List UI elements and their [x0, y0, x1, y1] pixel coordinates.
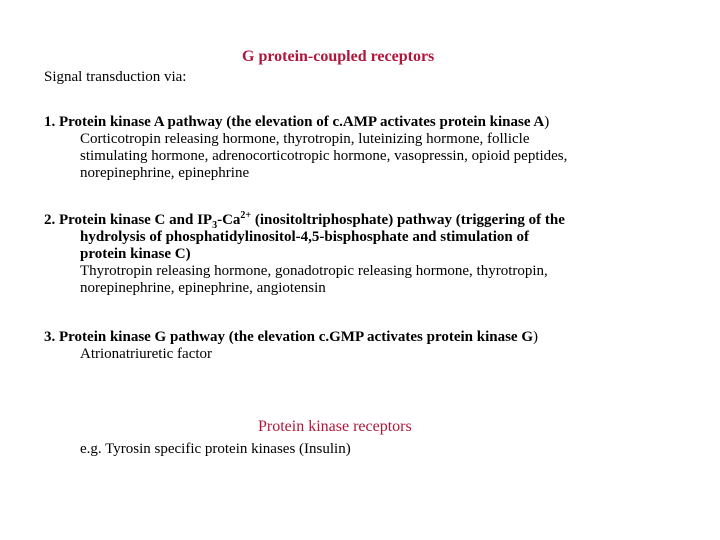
- pathway-2-number: 2.: [44, 212, 56, 228]
- pathway-1-hormones: [44, 131, 684, 182]
- pathway-2: [44, 212, 684, 297]
- pathway-1-close: ): [544, 114, 550, 130]
- pathway-2-superscript: 2+: [240, 210, 252, 221]
- pathway-2-title-c: (inositoltriphosphate) pathway (triggering of the: [251, 212, 565, 228]
- pathway-3: [44, 329, 684, 363]
- pathway-3-hormones: [44, 346, 684, 363]
- subtitle: Signal transduction via:: [44, 69, 187, 85]
- pathway-2-hormones: [44, 263, 684, 297]
- pathway-1-line: Corticotropin releasing hormone, thyrotropin, luteinizing hormone, follicle: [80, 131, 530, 147]
- pathway-3-line: Atrionatriuretic factor: [80, 346, 213, 362]
- pathway-2-heading: [44, 212, 684, 263]
- pathway-3-heading: [44, 329, 684, 346]
- pathway-1-title: Protein kinase A pathway: [59, 114, 223, 130]
- pathway-2-heading-line: hydrolysis of phosphatidylinositol-4,5-bisphosphate and stimulation of: [80, 229, 530, 245]
- pathway-1: [44, 114, 684, 182]
- pathway-2-heading-line: protein kinase C): [80, 246, 191, 262]
- pathway-3-title: Protein kinase G pathway (the elevation c.GMP activates protein kinase G: [59, 329, 534, 345]
- page-title: G protein-coupled receptors: [242, 48, 435, 65]
- pathway-1-number: 1.: [44, 114, 56, 130]
- pathway-1-line: norepinephrine, epinephrine: [80, 165, 250, 181]
- pathway-2-title-a: Protein kinase C and IP: [59, 212, 213, 228]
- pathway-3-number: 3.: [44, 329, 56, 345]
- pathway-2-line: Thyrotropin releasing hormone, gonadotropic releasing hormone, thyrotropin,: [80, 263, 548, 279]
- pathway-2-subscript: 3: [212, 220, 218, 231]
- pathway-3-close: ): [533, 329, 539, 345]
- kinase-section-example: e.g. Tyrosin specific protein kinases (Insulin): [80, 441, 351, 457]
- pathway-1-heading: [44, 114, 684, 131]
- kinase-section-title: Protein kinase receptors: [258, 418, 412, 435]
- pathway-1-description: (the elevation of c.AMP activates protein kinase A: [226, 114, 545, 130]
- pathway-1-line: stimulating hormone, adrenocorticotropic hormone, vasopressin, opioid peptides,: [80, 148, 568, 164]
- pathway-2-line: norepinephrine, epinephrine, angiotensin: [80, 280, 326, 296]
- pathway-2-title-b: -Ca: [217, 212, 241, 228]
